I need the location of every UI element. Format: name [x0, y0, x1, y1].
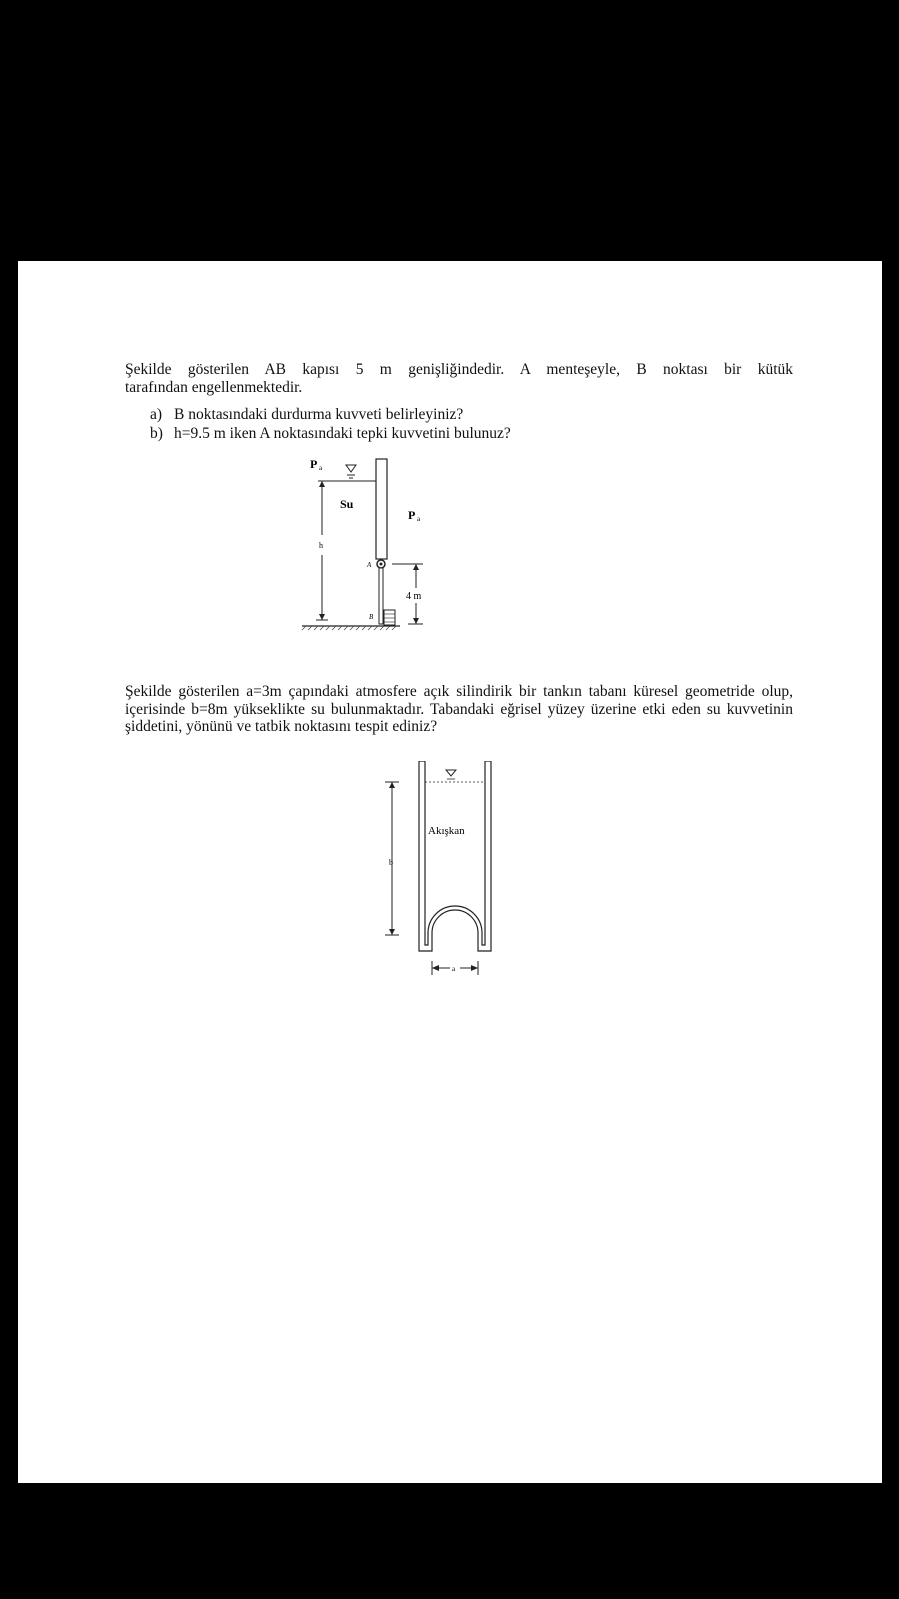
- water-label: Su: [340, 497, 354, 511]
- pa-right-subscript: a: [417, 515, 421, 523]
- a-label: a: [452, 965, 456, 973]
- pa-right-label: P: [408, 508, 416, 522]
- question-text: B noktasındaki durdurma kuvveti belirleyiniz?: [174, 406, 464, 423]
- dim-4m-label: 4 m: [406, 591, 422, 602]
- document-page: [18, 261, 882, 1483]
- problem1-line2: tarafından engellenmektedir.: [125, 379, 303, 396]
- question-label: b): [150, 425, 163, 442]
- pa-left-label: P: [310, 457, 318, 471]
- fluid-label: Akışkan: [428, 825, 465, 837]
- point-a-label: A: [367, 561, 372, 569]
- pa-left-subscript: a: [319, 464, 323, 472]
- point-b-label: B: [369, 613, 374, 621]
- tank-outline: [419, 761, 491, 951]
- free-surface-icon: [446, 770, 456, 779]
- problem1-paragraph: [125, 361, 793, 397]
- problem1-questions: [150, 405, 511, 443]
- question-a: [150, 405, 511, 424]
- question-text: h=9.5 m iken A noktasındaki tepki kuvvetini bulunuz?: [174, 425, 511, 442]
- question-b: [150, 424, 511, 443]
- problem1-line1: Şekilde gösterilen AB kapısı 5 m genişliğindedir. A menteşeyle, B noktası bir kütük: [125, 361, 793, 378]
- gate-figure: [288, 451, 448, 641]
- h-label: h: [319, 541, 323, 550]
- free-surface-icon: [346, 465, 356, 478]
- tank-figure: [378, 761, 528, 991]
- b-label: b: [389, 858, 393, 867]
- question-label: a): [150, 406, 163, 423]
- problem2-paragraph: Şekilde gösterilen a=3m çapındaki atmosfere açık silindirik bir tankın tabanı küresel geometride olup, içerisinde b=8m yükseklikte su bulunmaktadır. Tabandaki eğrisel yüzey üzerine etki eden su kuvvetinin şiddetini, yönünü ve tatbik noktasını tespit ediniz?: [125, 683, 793, 735]
